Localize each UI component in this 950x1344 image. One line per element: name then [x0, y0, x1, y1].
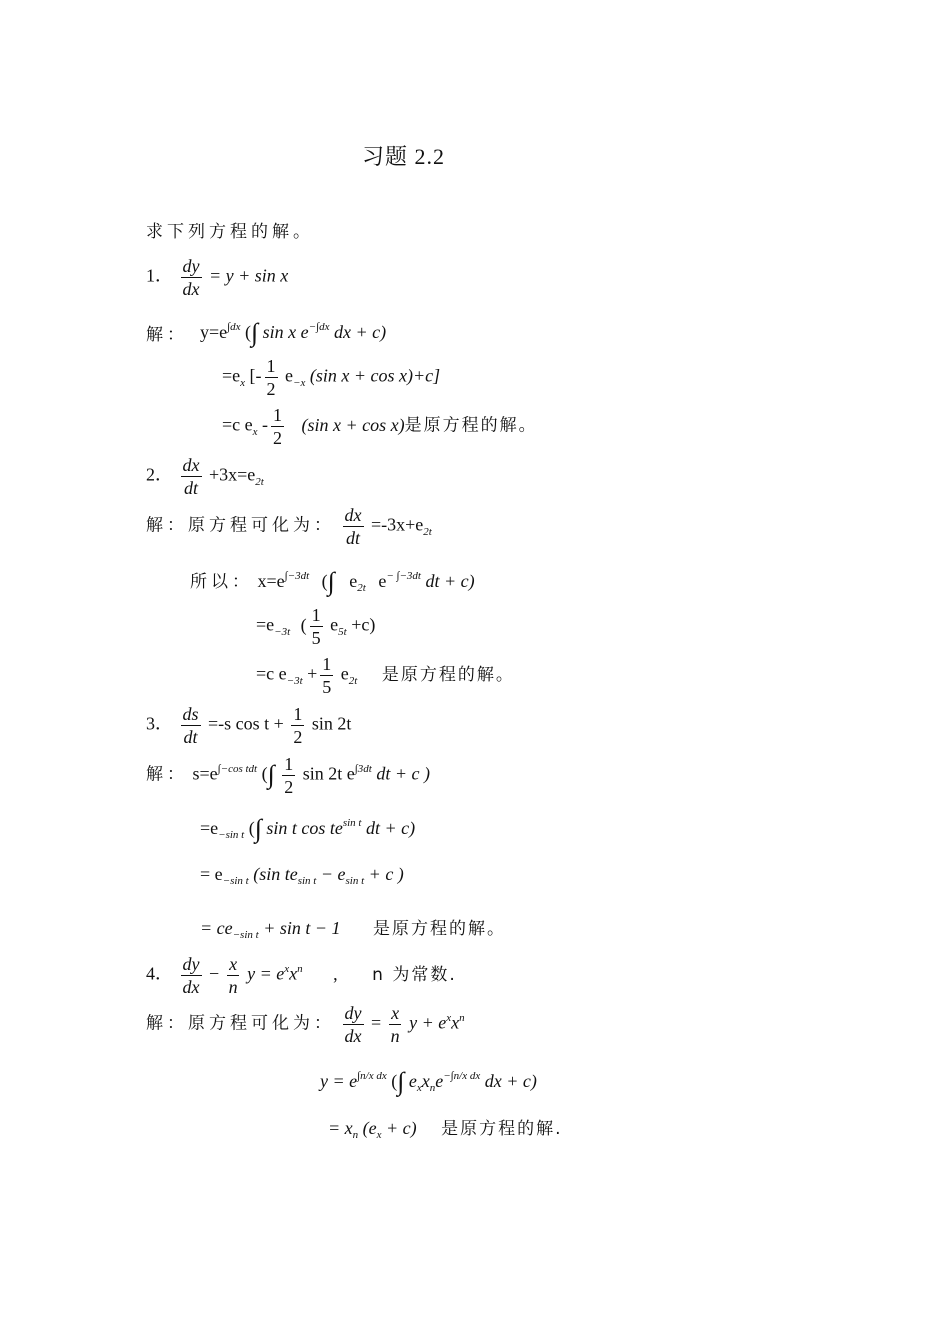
problem-2-step-2: $=e_{-3t}$ ( $\frac{1}{5}$ $e_{5t} +c$)	[256, 605, 376, 648]
problem-4-step-1: $y = e^{\int n/x dx}$ (∫ $e_xx_ne^{-\int n/x dx}$ dx + c)	[320, 1067, 537, 1096]
problem-3-step-1: 解： $s=e^{\int-cos tdt}$ (∫ $\frac{1}{2}$ sin 2t $e^{\int 3dt}$ dt + c )	[146, 754, 430, 797]
problem-2-step-3: =c $e_{-3t}$ + $\frac{1}{5}$ $e_{2t}$ 是原方程的解。	[256, 654, 515, 697]
fraction: $\frac{1}{2}$	[293, 704, 303, 747]
problem-1-equation	[146, 256, 288, 299]
problem-2-step-1: 所以： $x=e^{\int-3dt}$ (∫ $e_{2t}$ $e^{- \int-3dt}$ dt + c)	[190, 567, 475, 596]
conclusion-text: 是原方程的解。	[404, 415, 538, 436]
problem-4-equation: 4． $\frac{dy}{dx}$ − $\frac{x}{n}$ $y = e^xx^n$ , n 为常数.	[146, 954, 457, 997]
conclusion-text: 是原方程的解.	[441, 1119, 563, 1139]
integral-sign: ∫	[267, 759, 275, 789]
problem-3-step-4: = $ce_{-sin t} + \sin t - 1$ 是原方程的解。	[200, 918, 507, 941]
fraction: $\frac{1}{5}$	[311, 605, 321, 648]
integral-sign: ∫	[251, 318, 259, 347]
conclusion-text: 是原方程的解。	[381, 664, 515, 685]
fraction: $\frac{dx}{dt}$	[344, 505, 362, 548]
equation-rhs: = y + sin x	[209, 265, 289, 286]
solution-label: 解：	[146, 325, 188, 345]
fraction: $\frac{dy}{dx}$	[182, 256, 200, 299]
solution-label: 解：	[146, 764, 188, 785]
problem-2-equation: 2． $\frac{dx}{dt}$ $+3x=e_{2t}$	[146, 455, 264, 498]
integral-sign: ∫	[327, 567, 335, 596]
problem-label: 1．	[146, 265, 173, 286]
problem-label: 3．	[146, 713, 173, 734]
problem-3-step-2: $=e_{-sin t}$ (∫ sin t $\cos te^{sin t}$ dt + c)	[200, 814, 416, 843]
fraction: $\frac{dy}{dx}$	[344, 1003, 362, 1046]
fraction: $\frac{ds}{dt}$	[182, 704, 199, 747]
problem-label: 2．	[146, 464, 173, 485]
problem-label: 4．	[146, 963, 173, 984]
intro-text: 求下列方程的解。	[146, 222, 314, 242]
solution-label: 解：原方程可化为：	[146, 1013, 335, 1034]
integral-sign: ∫	[254, 814, 262, 843]
fraction: $\frac{x}{n}$	[228, 954, 238, 997]
fraction: $\frac{1}{2}$	[284, 754, 294, 797]
note-text: n 为常数.	[372, 964, 457, 985]
problem-3-step-3: = $e_{-sin t}$ (sin $te_{sin t} - e_{sin t} + c$ )	[200, 864, 404, 887]
conclusion-text: 是原方程的解。	[373, 919, 507, 939]
problem-3-equation: 3． $\frac{ds}{dt}$ =-s cos t + $\frac{1}{2}$ sin 2t	[146, 704, 352, 747]
fraction: $\frac{1}{5}$	[322, 654, 332, 697]
problem-1-step-3: =c $e_x$ - $\frac{1}{2}$ (sin x + cos x)是原方程的解。	[222, 405, 538, 448]
fraction: $\frac{1}{2}$	[266, 356, 276, 399]
problem-1-step-1: $y=e^{\int dx}$ (∫ sin x $e^{-\int dx}$ dx + c)	[200, 318, 387, 347]
problem-4-rewrite: 解：原方程可化为： $\frac{dy}{dx}$ = $\frac{x}{n}$ $y + e^xx^n$	[146, 1003, 465, 1046]
fraction: $\frac{1}{2}$	[273, 405, 283, 448]
problem-4-step-2: = $x_n$ $(e_x + c)$ 是原方程的解.	[328, 1118, 563, 1141]
page-title: 习题 2.2	[362, 144, 446, 169]
fraction: $\frac{dx}{dt}$	[182, 455, 200, 498]
integral-sign: ∫	[397, 1067, 405, 1096]
fraction: $\frac{x}{n}$	[390, 1003, 400, 1046]
fraction: $\frac{dy}{dx}$	[182, 954, 200, 997]
solution-label: 解：原方程可化为：	[146, 515, 335, 536]
problem-2-rewrite: 解：原方程可化为： $\frac{dx}{dt}$ $=-3x+e_{2t}$	[146, 505, 432, 548]
problem-1-step-2: $=e_x$ [- $\frac{1}{2}$ $e_{-x}$ (sin x + cos x)+c]	[222, 356, 441, 399]
